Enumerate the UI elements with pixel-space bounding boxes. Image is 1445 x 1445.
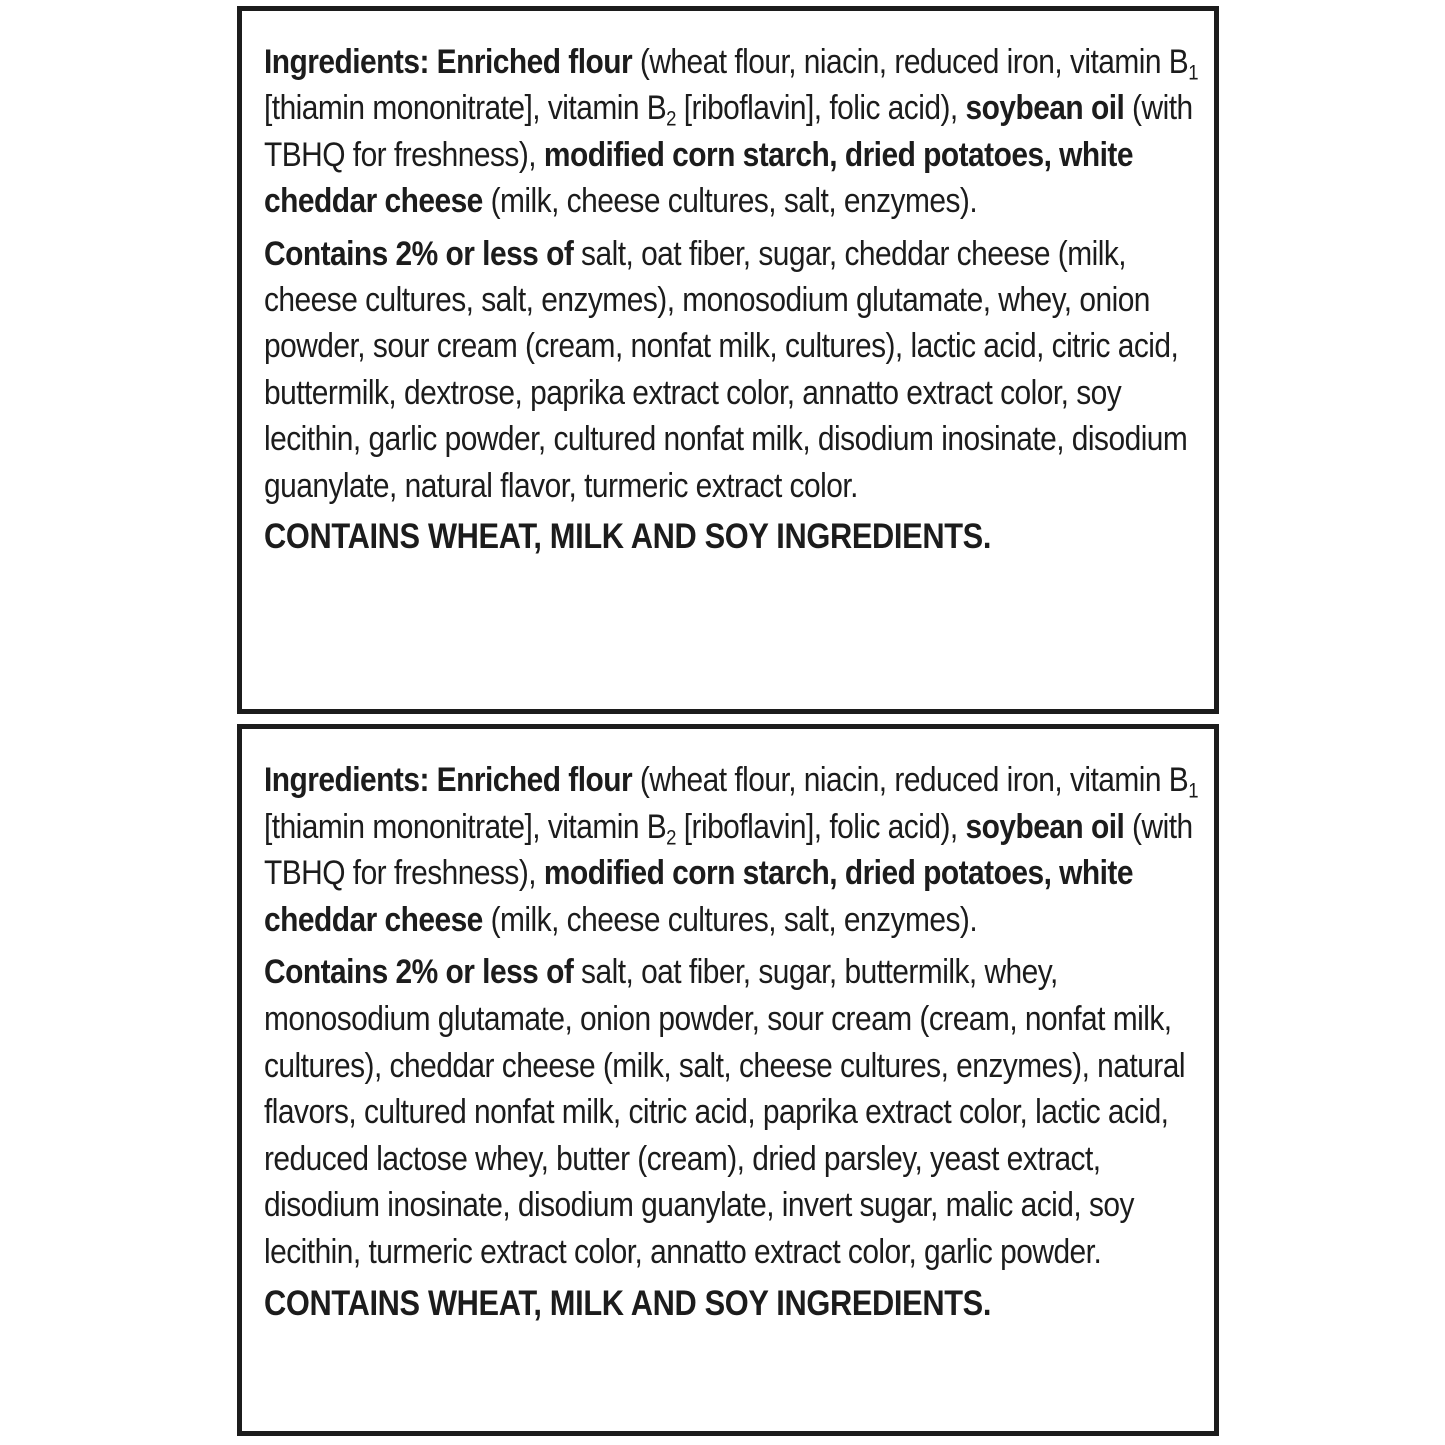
ingredients-paragraph — [264, 757, 1204, 943]
ingredient-major-list: modified corn starch, dried potatoes, white cheddar cheese — [264, 854, 1133, 939]
ingredient-detail: (wheat flour, niacin, reduced iron, vitamin B — [632, 761, 1189, 799]
minor-ingredients-text: salt, oat fiber, sugar, cheddar cheese (milk, cheese cultures, salt, enzymes), monosodium glutamate, whey, onion powder, sour cream (cream, nonfat milk, cultures), lactic acid, citric acid, buttermilk, dextrose, paprika extract color, annatto extract color, soy lecithin, garlic powder, cultured nonfat milk, disodium inosinate, disodium guanylate, natural flavor, turmeric extract color. — [264, 234, 1188, 505]
ingredient-enriched-flour: Enriched flour — [436, 43, 633, 81]
minor-ingredients-paragraph — [264, 949, 1204, 1275]
ingredients-paragraph — [264, 39, 1204, 225]
minor-ingredients-text: salt, oat fiber, sugar, buttermilk, whey, monosodium glutamate, onion powder, sour cream (cream, nonfat milk, cultures), cheddar cheese (milk, salt, cheese cultures, enzymes), natural flavors, cultured nonfat milk, citric acid, paprika extract color, lactic acid, reduced lactose whey, butter (cream), dried parsley, yeast extract, disodium inosinate, disodium guanylate, invert sugar, malic acid, soy lecithin, turmeric extract color, annatto extract color, garlic powder. — [264, 953, 1185, 1271]
ingredient-detail: (with TBHQ for freshness), — [264, 89, 1193, 174]
ingredient-soybean-oil: soybean oil — [965, 89, 1125, 128]
ingredient-detail: (with TBHQ for freshness), — [264, 807, 1193, 893]
subscript: 1 — [1188, 61, 1199, 85]
ingredient-soybean-oil: soybean oil — [965, 807, 1125, 846]
ingredients-label: Ingredients: — [264, 761, 429, 799]
minor-ingredients-paragraph — [264, 231, 1204, 509]
ingredient-detail: (wheat flour, niacin, reduced iron, vitamin B — [632, 43, 1189, 81]
ingredient-detail: [thiamin mononitrate], vitamin B — [264, 807, 667, 846]
subscript: 2 — [666, 825, 676, 849]
ingredient-detail: [riboflavin], folic acid), — [675, 89, 966, 128]
ingredient-panel-bottom — [237, 724, 1219, 1436]
subscript: 1 — [1188, 779, 1199, 803]
ingredient-detail: (milk, cheese cultures, salt, enzymes). — [482, 900, 978, 939]
ingredient-major-list: modified corn starch, dried potatoes, white cheddar cheese — [264, 135, 1133, 221]
allergen-statement: CONTAINS WHEAT, MILK AND SOY INGREDIENTS. — [264, 517, 992, 557]
minor-ingredients-label: Contains 2% or less of — [264, 234, 574, 273]
ingredient-detail: [thiamin mononitrate], vitamin B — [264, 89, 667, 128]
ingredients-label: Ingredients: — [264, 43, 429, 81]
ingredient-panel-top — [237, 6, 1219, 714]
minor-ingredients-label: Contains 2% or less of — [264, 953, 574, 992]
subscript: 2 — [666, 107, 676, 131]
ingredient-detail: (milk, cheese cultures, salt, enzymes). — [482, 182, 978, 221]
ingredient-detail: [riboflavin], folic acid), — [675, 807, 966, 846]
ingredient-enriched-flour: Enriched flour — [436, 761, 633, 799]
allergen-statement: CONTAINS WHEAT, MILK AND SOY INGREDIENTS. — [264, 1283, 992, 1323]
